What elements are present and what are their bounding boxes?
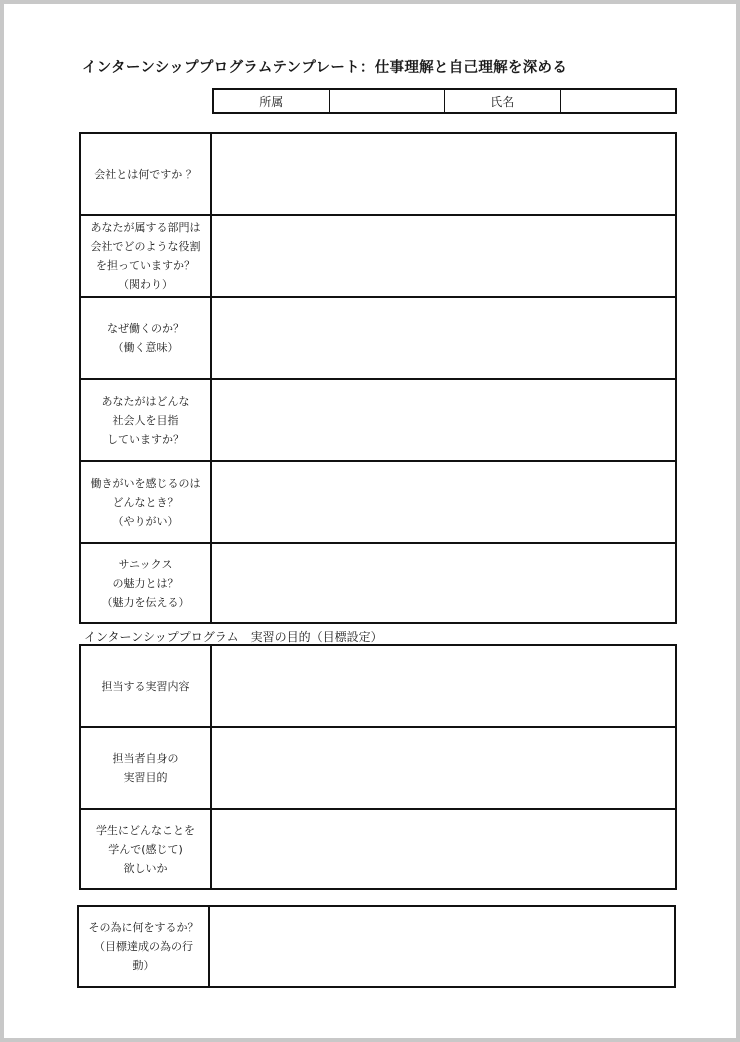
question-label: あなたが属する部門は 会社でどのような役割 を担っていますか？ （関わり） <box>81 216 212 296</box>
goal-row <box>81 646 675 728</box>
question-row <box>81 462 675 544</box>
question-row <box>81 216 675 298</box>
answer-field[interactable] <box>212 646 675 726</box>
affiliation-label: 所属 <box>214 90 330 112</box>
answer-field[interactable] <box>212 462 675 542</box>
answer-field[interactable] <box>212 134 675 214</box>
affiliation-field[interactable] <box>330 90 446 112</box>
answer-field[interactable] <box>212 216 675 296</box>
goal-row <box>81 728 675 810</box>
question-label: 会社とは何ですか ？ <box>81 134 212 214</box>
action-label: その為に何をするか？ （目標達成の為の行 動） <box>79 907 210 986</box>
question-row <box>81 544 675 622</box>
page-title: インターンシッププログラムテンプレート：仕事理解と自己理解を深める <box>82 60 568 76</box>
name-label: 氏名 <box>445 90 561 112</box>
question-table <box>79 132 677 624</box>
question-label: なぜ働くのか？ （働く意味） <box>81 298 212 378</box>
answer-field[interactable] <box>212 728 675 808</box>
action-table <box>77 905 676 988</box>
answer-field[interactable] <box>212 298 675 378</box>
name-field[interactable] <box>561 90 676 112</box>
info-table <box>212 88 677 114</box>
answer-field[interactable] <box>212 544 675 622</box>
question-label: サニックス の魅力とは？ （魅力を伝える） <box>81 544 212 622</box>
goal-label: 担当する実習内容 <box>81 646 212 726</box>
question-label: 働きがいを感じるのは どんなとき？ （やりがい） <box>81 462 212 542</box>
action-row <box>79 907 674 986</box>
worksheet-page <box>4 4 736 1038</box>
question-row <box>81 134 675 216</box>
question-label: あなたがはどんな 社会人を目指 していますか？ <box>81 380 212 460</box>
answer-field[interactable] <box>212 380 675 460</box>
answer-field[interactable] <box>212 810 675 888</box>
goal-table <box>79 644 677 890</box>
goal-label: 学生にどんなことを 学んで(感じて) 欲しいか <box>81 810 212 888</box>
question-row <box>81 380 675 462</box>
section-heading: インターンシッププログラム 実習の目的（目標設定） <box>84 630 383 644</box>
question-row <box>81 298 675 380</box>
goal-label: 担当者自身の 実習目的 <box>81 728 212 808</box>
goal-row <box>81 810 675 888</box>
answer-field[interactable] <box>210 907 674 986</box>
